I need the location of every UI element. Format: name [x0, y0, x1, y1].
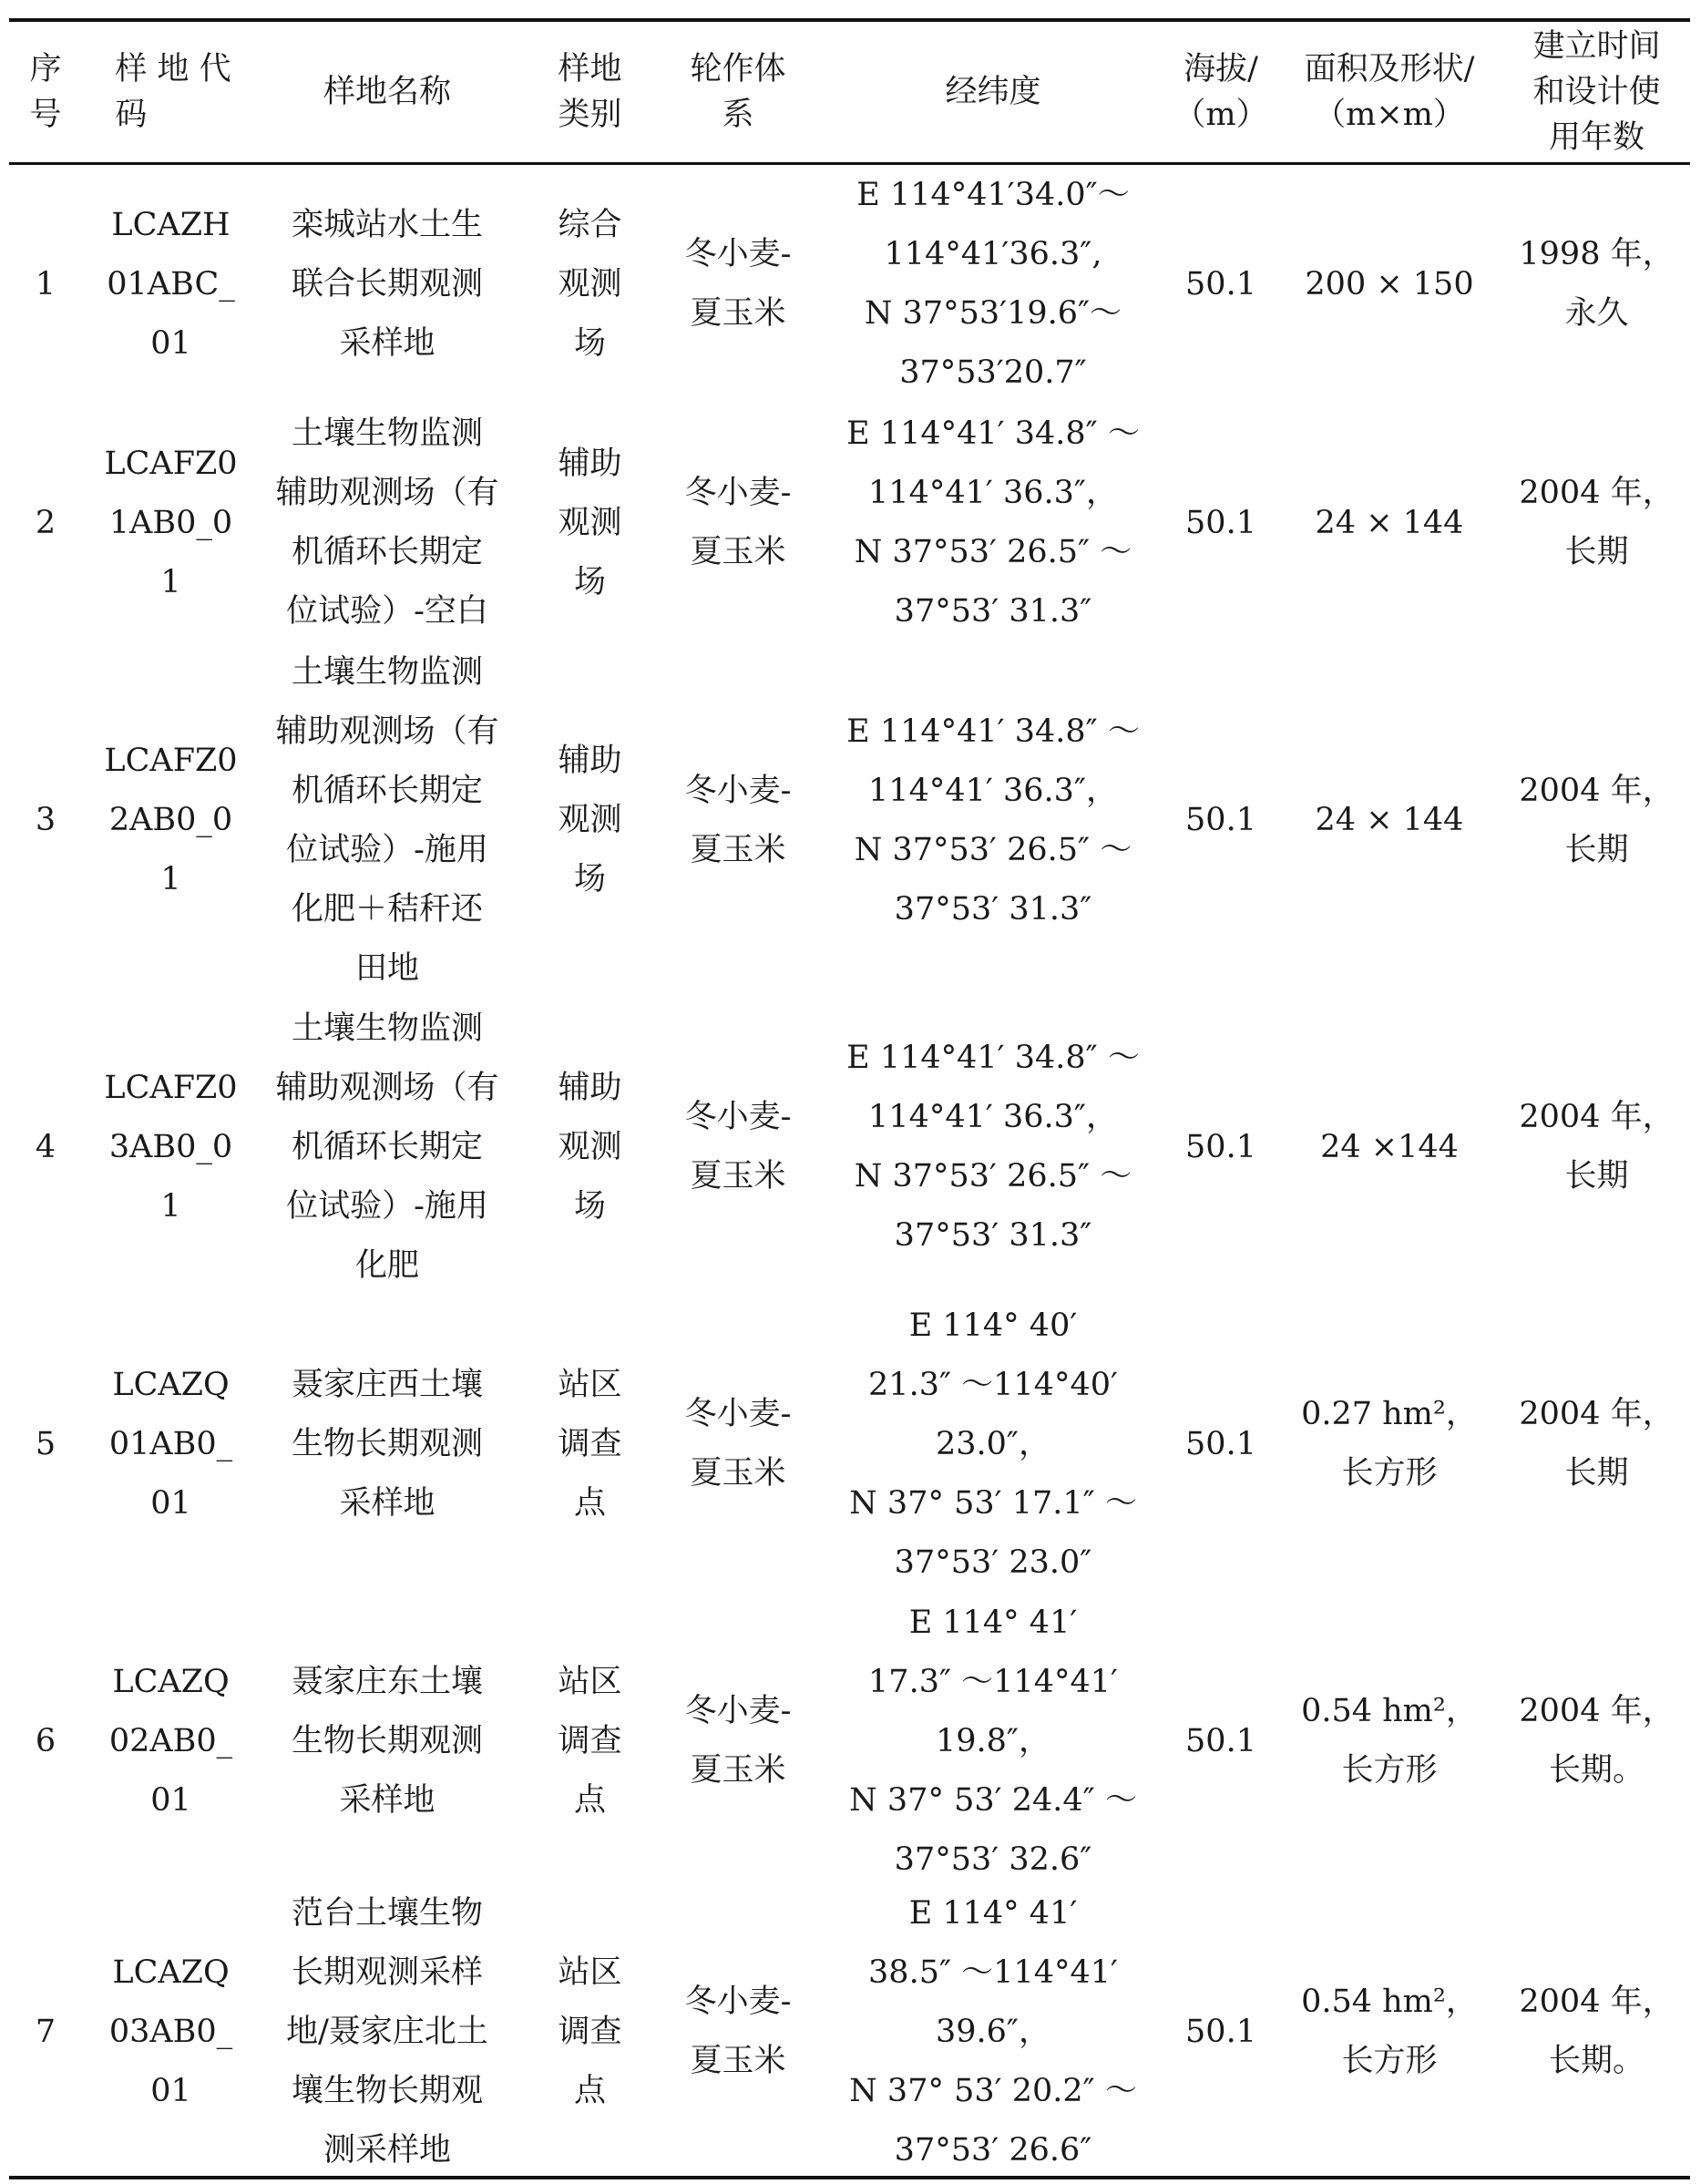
cell-coordinates: E 114°41′ 34.8″ ～ 114°41′ 36.3″， N 37°53′ 26.5″ ～ 37°53′ 31.3″: [846, 1040, 1140, 1254]
cell-no: 7: [35, 2013, 56, 2050]
cell-rotation: 冬小麦- 夏玉米: [684, 1693, 792, 1789]
header-type: 样地 类别: [558, 51, 622, 133]
cell-name: 土壤生物监测 辅助观测场（有 机循环长期定 位试验）-施用 化肥＋秸秆还 田地: [275, 653, 499, 987]
cell-coordinates: E 114° 40′ 21.3″ ～114°40′ 23.0″， N 37° 53′ 17.1″ ～ 37°53′ 23.0″: [849, 1307, 1137, 1581]
cell-code: LCAZQ 01AB0_ 01: [108, 1366, 233, 1522]
cell-type: 综合 观测 场: [558, 206, 622, 362]
cell-established: 1998 年， 永久: [1519, 236, 1675, 332]
cell-altitude: 50.1: [1185, 2013, 1256, 2050]
header-area-shape: 面积及形状/ （m×m）: [1304, 51, 1475, 133]
cell-code: LCAFZ0 2AB0_0 1: [104, 743, 238, 897]
cell-type: 辅助 观测 场: [558, 743, 622, 897]
cell-coordinates: E 114°41′ 34.8″ ～ 114°41′ 36.3″， N 37°53′ 26.5″ ～ 37°53′ 31.3″: [846, 713, 1140, 928]
cell-type: 辅助 观测 场: [558, 445, 622, 600]
cell-coordinates: E 114° 41′ 17.3″ ～114°41′ 19.8″， N 37° 53′ 24.4″ ～ 37°53′ 32.6″: [849, 1604, 1137, 1878]
cell-rotation: 冬小麦- 夏玉米: [684, 772, 792, 868]
cell-name: 聂家庄西土壤 生物长期观测 采样地: [291, 1366, 483, 1522]
cell-established: 2004 年， 长期: [1519, 1396, 1675, 1492]
cell-coordinates: E 114°41′ 34.8″ ～ 114°41′ 36.3″， N 37°53′ 26.5″ ～ 37°53′ 31.3″: [846, 415, 1140, 630]
cell-area-shape: 24 × 144: [1315, 802, 1464, 838]
cell-name: 土壤生物监测 辅助观测场（有 机循环长期定 位试验）-空白: [275, 415, 499, 630]
cell-rotation: 冬小麦- 夏玉米: [684, 236, 792, 332]
cell-area-shape: 0.54 hm²， 长方形: [1301, 1693, 1478, 1789]
cell-type: 辅助 观测 场: [558, 1069, 622, 1225]
cell-area-shape: 0.27 hm²， 长方形: [1301, 1396, 1478, 1492]
cell-type: 站区 调查 点: [558, 1663, 622, 1819]
cell-altitude: 50.1: [1185, 1425, 1256, 1462]
cell-code: LCAZH 01ABC_ 01: [107, 206, 235, 362]
cell-established: 2004 年， 长期。: [1519, 1693, 1675, 1789]
header-name: 样地名称: [323, 74, 451, 110]
cell-established: 2004 年， 长期: [1519, 772, 1675, 868]
cell-established: 2004 年， 长期: [1519, 475, 1675, 570]
cell-rotation: 冬小麦- 夏玉米: [684, 475, 792, 570]
cell-rotation: 冬小麦- 夏玉米: [684, 1099, 792, 1195]
cell-code: LCAZQ 03AB0_ 01: [108, 1953, 233, 2109]
cell-established: 2004 年， 长期。: [1519, 1984, 1675, 2079]
header-rotation: 轮作体 系: [690, 51, 786, 133]
cell-altitude: 50.1: [1185, 265, 1256, 302]
cell-area-shape: 200 × 150: [1305, 265, 1474, 302]
header-no: 序 号: [29, 51, 62, 133]
cell-no: 5: [35, 1425, 56, 1462]
cell-established: 2004 年， 长期: [1519, 1099, 1675, 1195]
cell-rotation: 冬小麦- 夏玉米: [684, 1984, 792, 2079]
cell-no: 1: [35, 265, 56, 302]
cell-code: LCAFZ0 3AB0_0 1: [104, 1069, 238, 1225]
header-established: 建立时间 和设计使 用年数: [1532, 28, 1661, 156]
cell-name: 聂家庄东土壤 生物长期观测 采样地: [291, 1663, 483, 1819]
cell-name: 范台土壤生物 长期观测采样 地/聂家庄北土 壤生物长期观 测采样地: [286, 1894, 488, 2169]
cell-type: 站区 调查 点: [558, 1366, 622, 1522]
cell-altitude: 50.1: [1185, 1128, 1256, 1165]
cell-altitude: 50.1: [1185, 504, 1256, 541]
cell-altitude: 50.1: [1185, 1722, 1256, 1759]
cell-area-shape: 24 ×144: [1320, 1128, 1459, 1165]
cell-no: 6: [35, 1722, 56, 1759]
cell-no: 2: [35, 504, 56, 541]
cell-name: 栾城站水土生 联合长期观测 采样地: [291, 206, 483, 362]
cell-altitude: 50.1: [1185, 802, 1256, 838]
cell-coordinates: E 114°41′34.0″～ 114°41′36.3″, N 37°53′19.6″～ 37°53′20.7″: [856, 177, 1130, 391]
cell-area-shape: 24 × 144: [1315, 504, 1464, 541]
cell-area-shape: 0.54 hm²， 长方形: [1301, 1984, 1478, 2079]
cell-no: 3: [35, 802, 56, 838]
header-coordinates: 经纬度: [945, 74, 1041, 110]
cell-type: 站区 调查 点: [558, 1953, 622, 2109]
cell-name: 土壤生物监测 辅助观测场（有 机循环长期定 位试验）-施用 化肥: [275, 1010, 499, 1284]
header-altitude: 海拔/ （m）: [1173, 51, 1268, 133]
cell-no: 4: [35, 1128, 56, 1165]
cell-code: LCAFZ0 1AB0_0 1: [104, 445, 238, 600]
cell-code: LCAZQ 02AB0_ 01: [108, 1663, 233, 1819]
cell-rotation: 冬小麦- 夏玉米: [684, 1396, 792, 1492]
header-code: 样 地 代 码: [115, 51, 231, 133]
cell-coordinates: E 114° 41′ 38.5″ ～114°41′ 39.6″， N 37° 53′ 20.2″ ～ 37°53′ 26.6″: [849, 1894, 1137, 2169]
